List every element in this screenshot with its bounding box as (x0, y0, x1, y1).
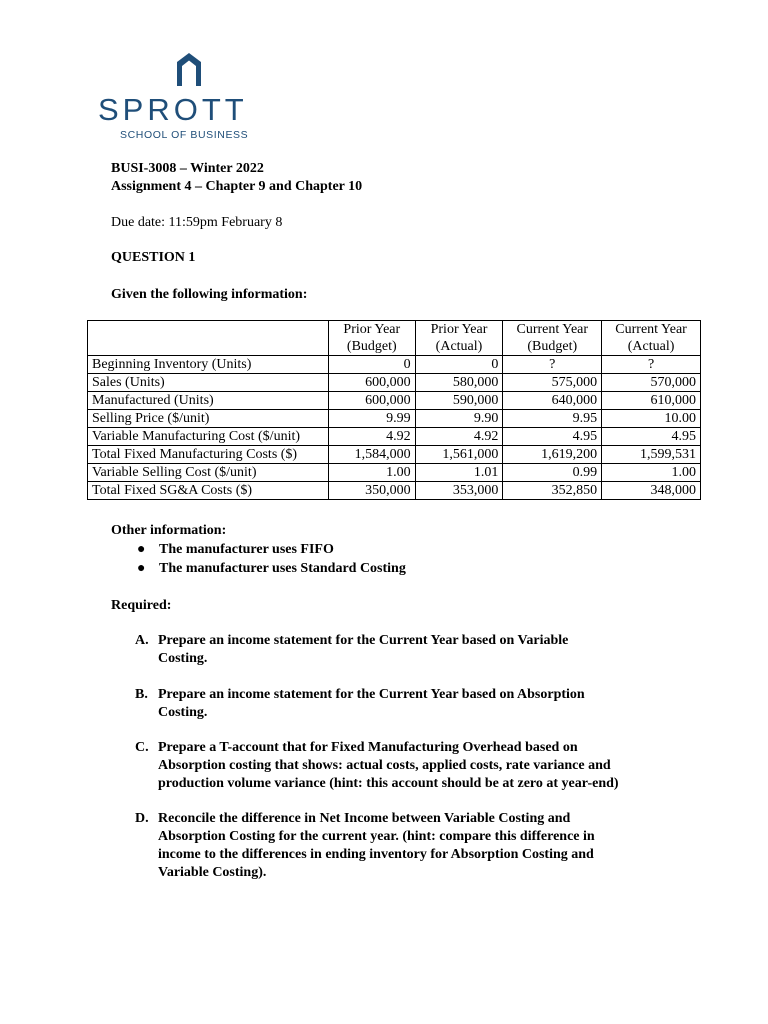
due-date: Due date: 11:59pm February 8 (111, 215, 283, 230)
row-label: Total Fixed SG&A Costs ($) (88, 482, 329, 500)
table-cell: 350,000 (328, 482, 415, 500)
table-cell: 353,000 (415, 482, 503, 500)
table-cell: 348,000 (602, 482, 701, 500)
table-cell: 352,850 (503, 482, 602, 500)
given-heading: Given the following information: (111, 287, 308, 302)
column-header: Prior Year (Budget) (328, 321, 415, 356)
table-header-blank (88, 321, 329, 356)
column-header: Current Year (Budget) (503, 321, 602, 356)
table-row (88, 446, 701, 464)
table-cell: 9.90 (415, 410, 503, 428)
table-cell: 4.95 (602, 428, 701, 446)
sprott-arch-icon (174, 52, 204, 86)
table-cell: 580,000 (415, 374, 503, 392)
table-cell: 4.92 (415, 428, 503, 446)
course-title: BUSI-3008 – Winter 2022 (111, 161, 264, 176)
table-cell: ? (602, 356, 701, 374)
table-row (88, 482, 701, 500)
row-label: Total Fixed Manufacturing Costs ($) (88, 446, 329, 464)
logo-subtitle: SCHOOL OF BUSINESS (120, 129, 249, 141)
table-cell: 600,000 (328, 374, 415, 392)
table-row (88, 374, 701, 392)
row-label: Beginning Inventory (Units) (88, 356, 329, 374)
row-label: Sales (Units) (88, 374, 329, 392)
assignment-title: Assignment 4 – Chapter 9 and Chapter 10 (111, 179, 363, 194)
required-item-d: D. Reconcile the difference in Net Income between Variable Costing and Absorption Costing for the current year. (hint: compare this difference in income to the differences in ending inventory for Absorption Costing and Variable Costing). (135, 811, 595, 880)
column-header: Current Year (Actual) (602, 321, 701, 356)
table-cell: 4.95 (503, 428, 602, 446)
question-heading: QUESTION 1 (111, 250, 196, 265)
table-row (88, 356, 701, 374)
table-header-row (88, 321, 701, 356)
required-item-a: A. Prepare an income statement for the Current Year based on Variable Costing. (135, 633, 569, 666)
table-row (88, 464, 701, 482)
table-cell: ? (503, 356, 602, 374)
table-cell: 1,599,531 (602, 446, 701, 464)
table-cell: 10.00 (602, 410, 701, 428)
table-cell: 640,000 (503, 392, 602, 410)
row-label: Variable Selling Cost ($/unit) (88, 464, 329, 482)
row-label: Manufactured (Units) (88, 392, 329, 410)
table-row (88, 428, 701, 446)
table-row (88, 392, 701, 410)
table-cell: 9.95 (503, 410, 602, 428)
table-cell: 575,000 (503, 374, 602, 392)
cost-data-table (87, 320, 701, 500)
other-info-heading: Other information: (111, 523, 227, 538)
column-header: Prior Year (Actual) (415, 321, 503, 356)
table-cell: 4.92 (328, 428, 415, 446)
row-label: Variable Manufacturing Cost ($/unit) (88, 428, 329, 446)
table-cell: 1.01 (415, 464, 503, 482)
table-cell: 590,000 (415, 392, 503, 410)
required-item-c: C. Prepare a T-account that for Fixed Manufacturing Overhead based on Absorption costing that shows: actual costs, applied costs, rate variance and production volume variance (hint: this account should be at zero at year-end) (135, 740, 619, 791)
other-info-list (135, 540, 406, 578)
table-cell: 1,561,000 (415, 446, 503, 464)
table-cell: 610,000 (602, 392, 701, 410)
list-item: ● The manufacturer uses FIFO (137, 542, 334, 557)
bullet-icon: ● (137, 561, 146, 576)
bullet-icon: ● (137, 542, 146, 557)
list-item: ● The manufacturer uses Standard Costing (137, 561, 406, 576)
table-cell: 1,619,200 (503, 446, 602, 464)
table-cell: 0 (328, 356, 415, 374)
table-cell: 0 (415, 356, 503, 374)
table-cell: 1.00 (328, 464, 415, 482)
logo-wordmark: SPROTT (98, 92, 248, 127)
row-label: Selling Price ($/unit) (88, 410, 329, 428)
sprott-logo (98, 50, 288, 145)
table-cell: 570,000 (602, 374, 701, 392)
table-row (88, 410, 701, 428)
table-cell: 600,000 (328, 392, 415, 410)
required-item-b: B. Prepare an income statement for the Current Year based on Absorption Costing. (135, 687, 585, 720)
table-cell: 9.99 (328, 410, 415, 428)
table-cell: 1.00 (602, 464, 701, 482)
table-cell: 1,584,000 (328, 446, 415, 464)
required-heading: Required: (111, 598, 172, 613)
table-cell: 0.99 (503, 464, 602, 482)
